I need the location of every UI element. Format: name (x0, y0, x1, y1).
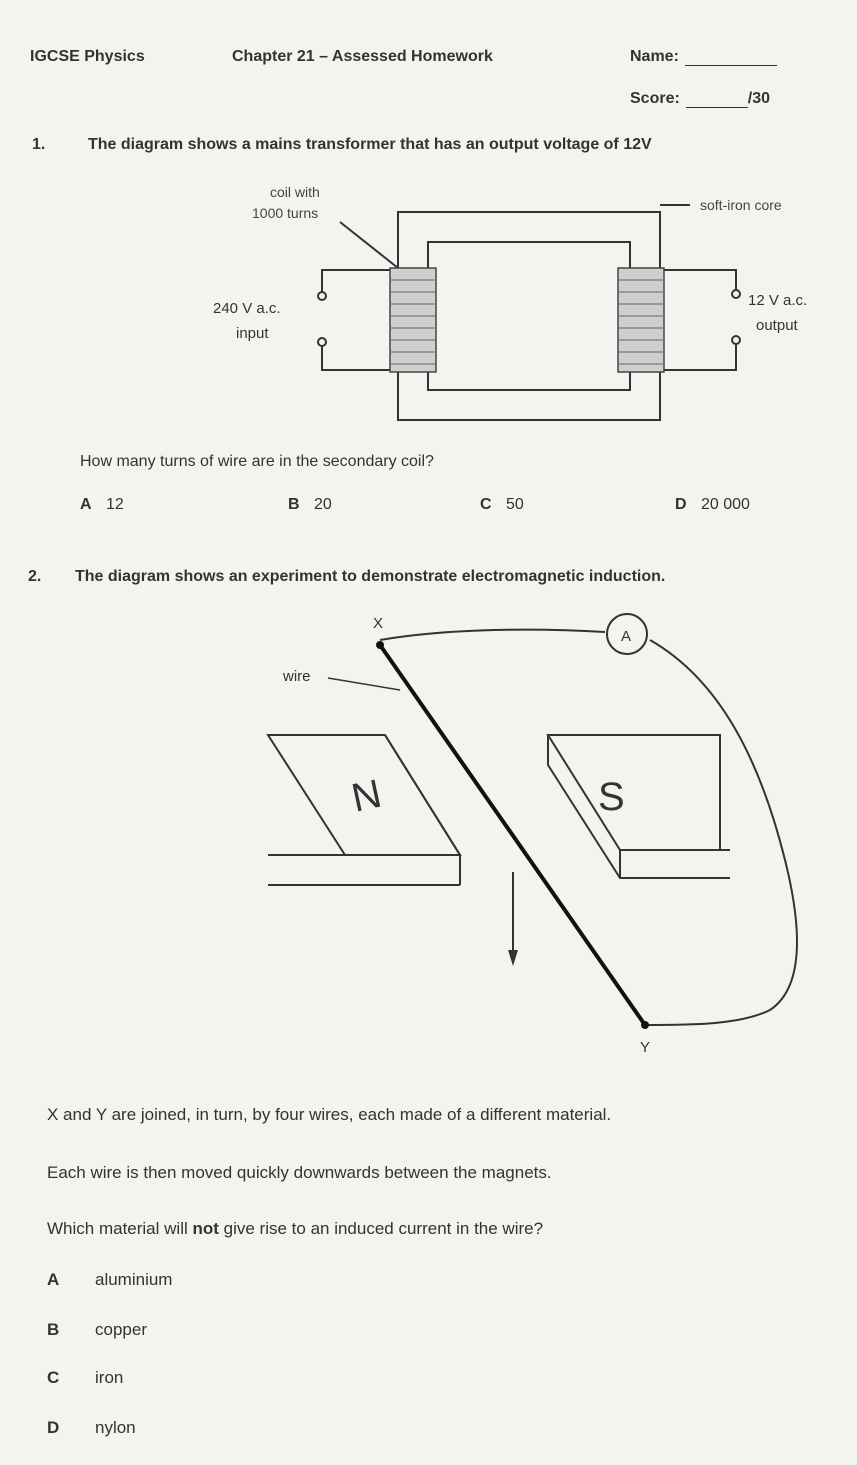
input-label-1: 240 V a.c. (213, 300, 281, 317)
coil-pointer (340, 222, 398, 268)
south-magnet (548, 735, 730, 878)
q1-text: The diagram shows a mains transformer that has an output voltage of 12V (88, 136, 652, 153)
coil-label-2: 1000 turns (252, 205, 319, 221)
score-total: /30 (747, 90, 771, 107)
q2-number: 2. (28, 568, 42, 585)
option-letter: D (47, 1418, 60, 1437)
q2-question (47, 1219, 543, 1239)
q2-option-c[interactable] (47, 1368, 123, 1388)
option-text: aluminium (95, 1270, 173, 1289)
name-label: Name: (630, 48, 679, 65)
option-letter: D (675, 496, 687, 513)
q1-question: How many turns of wire are in the secondary coil? (80, 453, 434, 470)
q1-number: 1. (32, 136, 46, 153)
q1-option-b[interactable] (288, 496, 332, 514)
option-text: 20 000 (701, 496, 750, 513)
option-text: 12 (106, 496, 124, 513)
chapter-title: Chapter 21 – Assessed Homework (232, 48, 493, 65)
q2-line1: X and Y are joined, in turn, by four wires, each made of a different material. (47, 1105, 612, 1124)
primary-coil (390, 268, 436, 372)
option-text: 50 (506, 496, 524, 513)
q1-option-d[interactable] (675, 496, 750, 514)
wire-label: wire (283, 668, 311, 685)
output-label-1: 12 V a.c. (748, 292, 808, 309)
y-label: Y (640, 1039, 651, 1056)
north-label: N (347, 771, 386, 821)
q2-question-not: not (192, 1219, 219, 1238)
q2-text: The diagram shows an experiment to demonstrate electromagnetic induction. (75, 568, 666, 585)
option-text: iron (95, 1368, 124, 1387)
option-text: 20 (314, 496, 332, 513)
option-text: nylon (95, 1418, 136, 1437)
secondary-wire-bottom (660, 344, 736, 370)
primary-wire-bottom (322, 346, 400, 370)
q2-option-d[interactable] (47, 1418, 136, 1438)
south-label: S (598, 775, 625, 819)
x-label: X (373, 615, 384, 632)
primary-wire-top (322, 270, 400, 292)
secondary-coil (618, 268, 664, 372)
induction-diagram (268, 614, 797, 1029)
option-letter: A (80, 496, 92, 513)
q2-question-end: give rise to an induced current in the wire? (218, 1219, 544, 1238)
score-label: Score: (630, 90, 680, 107)
circuit-wire-top (380, 630, 605, 640)
coil-label-1: coil with (270, 184, 320, 200)
output-label-2: output (756, 317, 798, 334)
q2-option-b[interactable] (47, 1320, 147, 1340)
option-letter: A (47, 1270, 60, 1289)
core-inner (428, 242, 630, 390)
course-title: IGCSE Physics (30, 48, 145, 65)
ammeter-label: A (621, 628, 632, 645)
q2-question-start: Which material will (47, 1219, 193, 1238)
option-letter: B (288, 496, 300, 513)
option-text: copper (95, 1320, 147, 1339)
input-label-2: input (236, 325, 269, 342)
q1-option-a[interactable] (80, 496, 124, 514)
core-label: soft-iron core (700, 197, 782, 213)
q2-line2: Each wire is then moved quickly downwards between the magnets. (47, 1163, 552, 1182)
option-letter: C (47, 1368, 60, 1387)
option-letter: C (480, 496, 492, 513)
q2-option-a[interactable] (47, 1270, 172, 1290)
wire-pointer (328, 678, 400, 690)
secondary-wire-top (660, 270, 736, 290)
option-letter: B (47, 1320, 60, 1339)
transformer-diagram (318, 205, 740, 420)
q1-option-c[interactable] (480, 496, 524, 514)
